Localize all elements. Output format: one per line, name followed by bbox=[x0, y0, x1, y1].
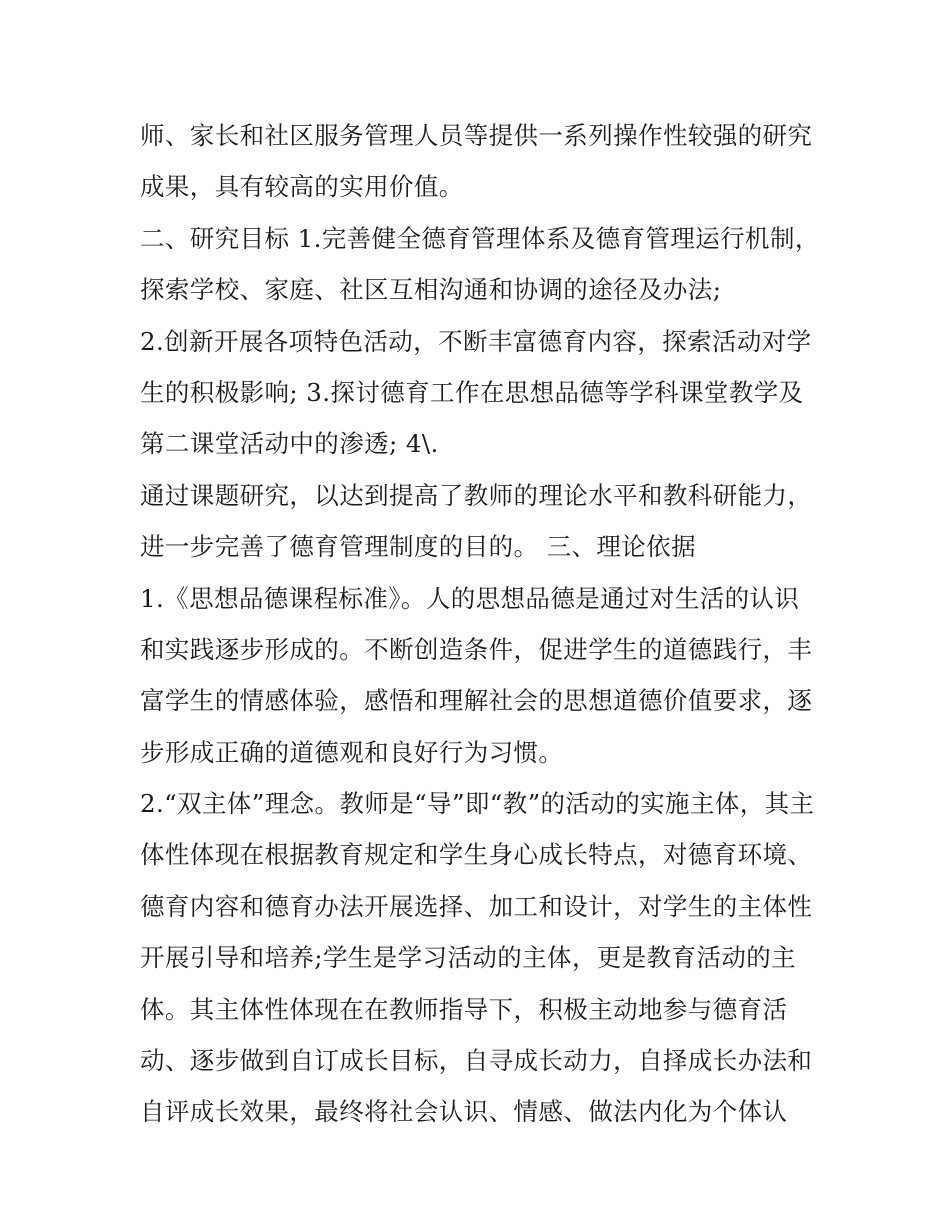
text-line: 生的积极影响; 3.探讨德育工作在思想品德等学科课堂教学及 bbox=[140, 377, 804, 407]
text-line: 成果，具有较高的实用价值。 bbox=[140, 172, 464, 202]
text-line: 动、逐步做到自订成长目标，自寻成长动力，自择成长办法和 bbox=[140, 1046, 813, 1076]
text-line: 2.“双主体”理念。教师是“导”即“教”的活动的实施主体，其主 bbox=[140, 789, 815, 819]
text-line: 2.创新开展各项特色活动，不断丰富德育内容，探索活动对学 bbox=[140, 326, 812, 356]
text-line: 第二课堂活动中的渗透; 4\. bbox=[140, 429, 439, 459]
text-line: 自评成长效果，最终将社会认识、情感、做法内化为个体认 bbox=[140, 1097, 788, 1127]
text-line: 步形成正确的道德观和良好行为习惯。 bbox=[140, 737, 564, 767]
text-line: 开展引导和培养;学生是学习活动的主体，更是教育活动的主 bbox=[140, 943, 797, 973]
text-line: 1.《思想品德课程标准》。人的思想品德是通过对生活的认识 bbox=[140, 583, 800, 613]
text-line: 进一步完善了德育管理制度的目的。 三、理论依据 bbox=[140, 532, 696, 562]
text-line: 二、研究目标 1.完善健全德育管理体系及德育管理运行机制， bbox=[140, 223, 820, 253]
text-line: 德育内容和德育办法开展选择、加工和设计，对学生的主体性 bbox=[140, 891, 813, 921]
text-line: 体。其主体性体现在在教师指导下，积极主动地参与德育活 bbox=[140, 994, 788, 1024]
text-line: 富学生的情感体验，感悟和理解社会的思想道德价值要求，逐 bbox=[140, 686, 813, 716]
body-text bbox=[140, 110, 820, 1138]
text-line: 探索学校、家庭、社区互相沟通和协调的途径及办法; bbox=[140, 275, 722, 305]
text-line: 师、家长和社区服务管理人员等提供一系列操作性较强的研究 bbox=[140, 121, 813, 150]
text-line: 通过课题研究，以达到提高了教师的理论水平和教科研能力， bbox=[140, 480, 813, 510]
text-line: 体性体现在根据教育规定和学生身心成长特点，对德育环境、 bbox=[140, 840, 813, 870]
text-line: 和实践逐步形成的。不断创造条件，促进学生的道德践行，丰 bbox=[140, 634, 813, 664]
